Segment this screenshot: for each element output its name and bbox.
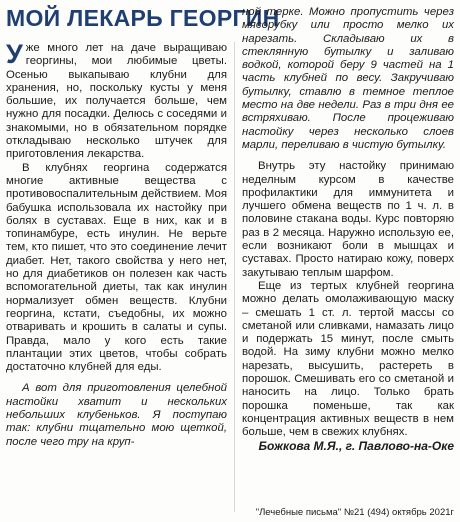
paragraph-properties: В клубнях георгина содержатся многие активные вещества с противовоспалительным действием. Моя бабушка использовала их настойку при болях в суставах. Еще в них, как и в топинамбуре, есть инулин. Не верьте тем, кто пишет, что это соединение лечит диабет. Нет, такого свойства у него нет, но для диабетиков он полезен как часть вспомогательной диеты, так как инулин нормализует обмен веществ. Клубни георгина, кстати, съедобны, их можно отваривать и крошить в салаты и супы. Правда, мало у кого есть такие плантации этих цветов, чтобы собрать достаточно клубней для еды. [6, 161, 227, 374]
paragraph-recipe-start: А вот для приготовления целебной настойки хватит и нескольких небольших клубеньков. Я поступаю так: клубни тщательно мою щеткой, после чего тру на круп- [6, 382, 227, 448]
left-column [6, 39, 227, 449]
publication-source: "Лечебные письма" №21 (494) октябрь 2021г [255, 507, 454, 518]
paragraph-usage: Внутрь эту настойку принимаю неделным курсом в качестве профилактики для иммунитета и лучшего обмена веществ по 1 ч. л. в половине стакана воды. Курс повторяю раз в 2 месяца. Наружно использую ее, если возникают боли в мышцах и суставах. Просто натираю кожу, поверх закутываю теплым шарфом. [242, 160, 454, 279]
intro-paragraph [6, 39, 227, 162]
intro-text: же много лет на даче выращиваю георгины, мои любимые цветы. Осенью выкапываю клубни для хранения, но, поскольку кусты у меня большие, их получается больше, чем нужно для посадки. Делюсь с соседями и знакомыми, но в обязательном порядке откладываю несколько штучек для приготовления лекарства. [6, 42, 227, 161]
author-signature: Божкова М.Я., г. Павлово-на-Оке [258, 438, 454, 453]
paragraph-mask: Еще из тертых клубней георгина можно делать омолаживающую маску – смешать 1 ст. л. тертой массы со сметаной или сливками, намазать лицо и подержать 15 минут, после смыть водой. На зиму клубни можно мелко нарезать, высушить, растереть в порошок. Смешивать его со сметаной и наносить на лицо. Только брать порошка поменьше, так как концентрация активных веществ в нем больше, чем в свежих клубнях. [242, 279, 454, 439]
drop-cap: У [6, 39, 23, 69]
paragraph-recipe-continued: ной терке. Можно пропустить через мясорубку или просто мелко их нарезать. Складываю их в стеклянную бутылку и заливаю водкой, которой беру 9 частей на 1 часть клубней по весу. Закручиваю бутылку, ставлю в темное теплое место на две недели. Раз в три дня ее встряхиваю. После процеживаю настойку через несколько слоев марли, переливаю в чистую бутылку. [242, 6, 454, 151]
column-divider [234, 42, 235, 512]
right-column [242, 6, 454, 453]
article-title: МОЙ ЛЕКАРЬ ГЕОРГИН [6, 5, 280, 31]
